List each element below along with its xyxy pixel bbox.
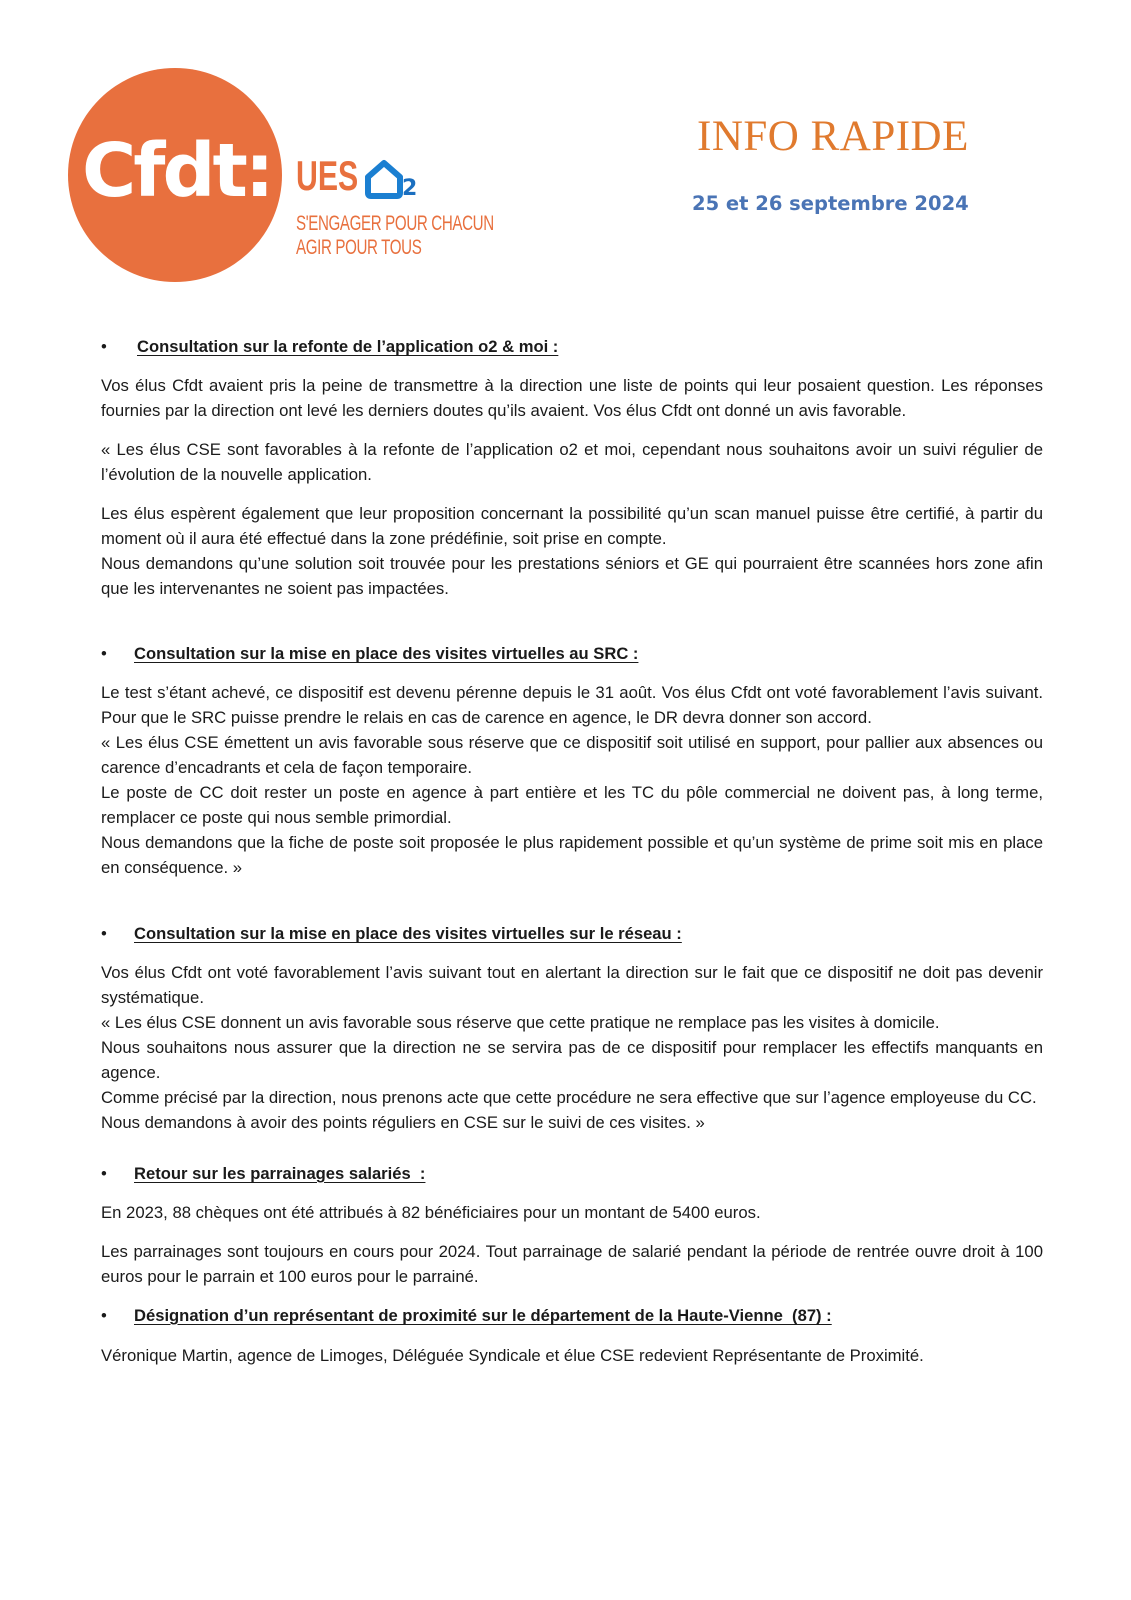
paragraph: Le poste de CC doit rester un poste en agence à part entière et les TC du pôle commercial ne doivent pas, à long terme, remplacer ce poste qui nous semble primordial. [101,783,1043,827]
paragraph: Vos élus Cfdt ont voté favorablement l’avis suivant tout en alertant la direction sur le fait que ce dispositif ne doit pas devenir systématique. [101,963,1043,1007]
logo-wordmark: Cfdt: [82,128,272,214]
logo-slogan [296,212,494,260]
paragraph: Les élus espèrent également que leur proposition concernant la possibilité qu’un scan manuel puisse être certifié, à partir du moment où il aura été effectué dans la zone prédéfinie, soit prise en compte. [101,504,1043,548]
section-heading: • Retour sur les parrainages salariés : [101,1161,1043,1187]
paragraph: Nous demandons que la fiche de poste soit proposée le plus rapidement possible et qu’un système de prime soit mis en place en conséquence. » [101,833,1043,877]
paragraph: Nous demandons à avoir des points réguliers en CSE sur le suivi de ces visites. » [101,1113,705,1132]
section-heading: • Consultation sur la mise en place des visites virtuelles sur le réseau : [101,921,1043,947]
page-title: INFO RAPIDE [697,113,969,160]
paragraph: « Les élus CSE sont favorables à la refonte de l’application o2 et moi, cependant nous souhaitons avoir un suivi régulier de l’évolution de la nouvelle application. [101,440,1043,484]
section-heading: • Désignation d’un représentant de proximité sur le département de la Haute-Vienne (87) : [101,1303,1043,1329]
section-heading: • Consultation sur la refonte de l’application o2 & moi : [101,334,1043,360]
bullet-icon: • [101,1164,107,1183]
document-body [101,334,1043,1368]
bullet-icon: • [101,1306,107,1325]
logo-org: UES [296,152,359,199]
slogan-line-1: S'ENGAGER POUR CHACUN [296,212,494,235]
bullet-icon: • [101,644,107,663]
section-visites-virtuelles-reseau [101,921,1043,1135]
section-refonte-application [101,334,1043,601]
section-heading: • Consultation sur la mise en place des visites virtuelles au SRC : [101,641,1043,667]
paragraph: « Les élus CSE donnent un avis favorable sous réserve que cette pratique ne remplace pas les visites à domicile. [101,1013,940,1032]
section-representant-proximite [101,1303,1043,1368]
paragraph: Nous souhaitons nous assurer que la direction ne se servira pas de ce dispositif pour remplacer les effectifs manquants en agence. [101,1038,1043,1082]
o2-house-logo-icon [362,155,424,199]
paragraph: Les parrainages sont toujours en cours pour 2024. Tout parrainage de salarié pendant la période de rentrée ouvre droit à 100 euros pour le parrain et 100 euros pour le parrainé. [101,1242,1043,1286]
svg-text:2: 2 [402,176,418,199]
paragraph: Nous demandons qu’une solution soit trouvée pour les prestations séniors et GE qui pourraient être scannées hors zone afin que les intervenantes ne soient pas impactées. [101,554,1043,598]
section-parrainages [101,1161,1043,1289]
paragraph: « Les élus CSE émettent un avis favorable sous réserve que ce dispositif soit utilisé en support, pour pallier aux absences ou carence d’encadrants et cela de façon temporaire. [101,733,1043,777]
bullet-icon: • [101,337,107,356]
paragraph: Vos élus Cfdt avaient pris la peine de transmettre à la direction une liste de points qui leur posaient question. Les réponses fournies par la direction ont levé les derniers doutes qu’ils avaient. Vos élus Cfdt ont donné un avis favorable. [101,376,1043,420]
slogan-line-2: AGIR POUR TOUS [296,236,422,259]
paragraph: Le test s’étant achevé, ce dispositif est devenu pérenne depuis le 31 août. Vos élus Cfdt ont voté favorablement l’avis suivant. Pour que le SRC puisse prendre le relais en cas de carence en agence, le DR devra donner son accord. [101,683,1043,727]
paragraph: En 2023, 88 chèques ont été attribués à 82 bénéficiaires pour un montant de 5400 euros. [101,1203,761,1222]
section-visites-virtuelles-src [101,641,1043,880]
paragraph: Comme précisé par la direction, nous prenons acte que cette procédure ne sera effective que sur l’agence employeuse du CC. [101,1088,1037,1107]
meeting-date: 25 et 26 septembre 2024 [692,192,969,215]
paragraph: Véronique Martin, agence de Limoges, Déléguée Syndicale et élue CSE redevient Représentante de Proximité. [101,1346,924,1365]
bullet-icon: • [101,924,107,943]
